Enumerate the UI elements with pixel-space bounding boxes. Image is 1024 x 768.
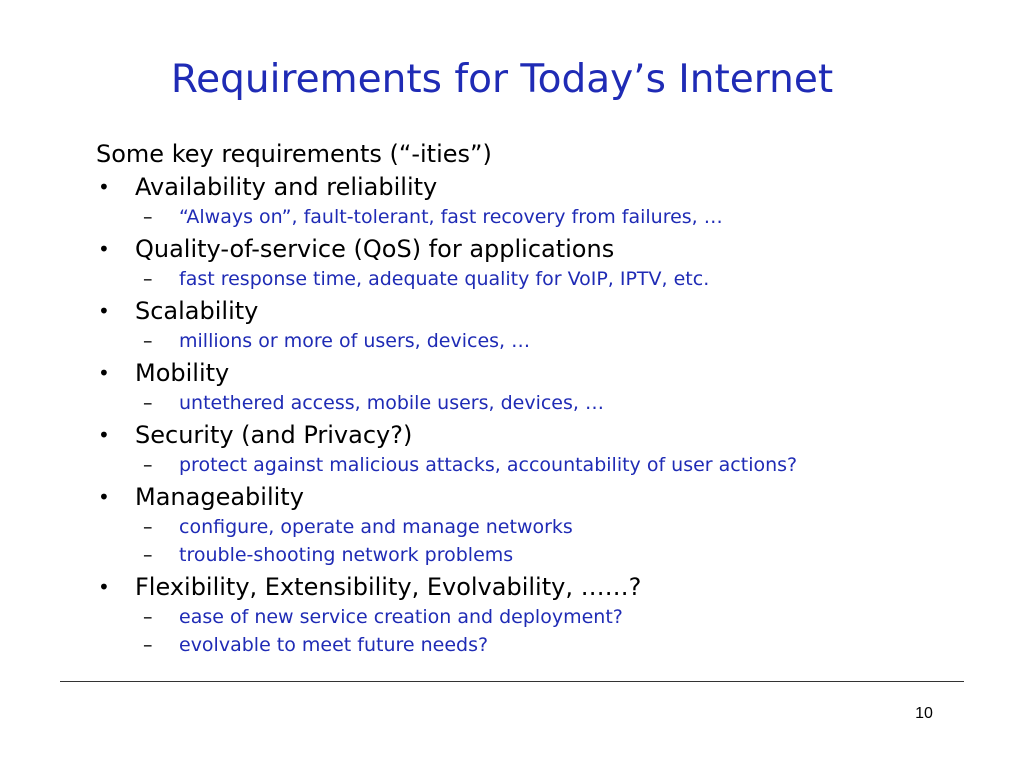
bullet-marker: •: [98, 237, 110, 261]
sub-item: [96, 513, 976, 541]
sub-marker: –: [143, 516, 153, 538]
bullet-label: Flexibility, Extensibility, Evolvability, ……?: [135, 573, 642, 601]
bullet-mobility: [96, 358, 976, 389]
sub-marker: –: [143, 544, 153, 566]
bullet-label: Scalability: [135, 297, 259, 325]
sub-marker: –: [143, 392, 153, 414]
bullet-marker: •: [98, 423, 110, 447]
bullet-marker: •: [98, 361, 110, 385]
bullet-label: Manageability: [135, 483, 304, 511]
intro-text: Some key requirements (“-ities”): [96, 140, 492, 168]
sub-item: [96, 203, 976, 231]
sub-item-text: untethered access, mobile users, devices, …: [179, 392, 604, 414]
sub-item-text: trouble-shooting network problems: [179, 544, 514, 566]
sub-item-text: evolvable to meet future needs?: [179, 634, 489, 656]
sub-marker: –: [143, 634, 153, 656]
sub-item: [96, 389, 976, 417]
bullet-flexibility: [96, 572, 976, 603]
bullet-marker: •: [98, 299, 110, 323]
slide-body: [96, 136, 976, 659]
bullet-scalability: [96, 296, 976, 327]
sub-item-text: ease of new service creation and deployment?: [179, 606, 623, 628]
sub-item-text: configure, operate and manage networks: [179, 516, 573, 538]
sub-item: [96, 541, 976, 569]
sub-marker: –: [143, 268, 153, 290]
sub-item: [96, 451, 976, 479]
bullet-label: Mobility: [135, 359, 230, 387]
bullet-marker: •: [98, 485, 110, 509]
bullet-qos: [96, 234, 976, 265]
slide-title: Requirements for Today’s Internet: [170, 57, 834, 102]
bullet-manageability: [96, 482, 976, 513]
bullet-label: Security (and Privacy?): [135, 421, 413, 449]
sub-item-text: millions or more of users, devices, …: [179, 330, 531, 352]
bullet-availability: [96, 172, 976, 203]
bullet-label: Quality-of-service (QoS) for applications: [135, 235, 615, 263]
sub-item: [96, 327, 976, 355]
sub-marker: –: [143, 606, 153, 628]
sub-marker: –: [143, 206, 153, 228]
bullet-marker: •: [98, 575, 110, 599]
sub-marker: –: [143, 454, 153, 476]
bullet-marker: •: [98, 175, 110, 199]
footer-divider: [60, 681, 964, 682]
sub-item: [96, 603, 976, 631]
sub-item-text: protect against malicious attacks, accountability of user actions?: [179, 454, 798, 476]
bullet-security: [96, 420, 976, 451]
sub-item-text: fast response time, adequate quality for VoIP, IPTV, etc.: [179, 268, 710, 290]
sub-item: [96, 631, 976, 659]
sub-marker: –: [143, 330, 153, 352]
sub-item: [96, 265, 976, 293]
bullet-label: Availability and reliability: [135, 173, 438, 201]
sub-item-text: “Always on”, fault-tolerant, fast recovery from failures, …: [179, 206, 723, 228]
page-number: 10: [915, 705, 933, 722]
